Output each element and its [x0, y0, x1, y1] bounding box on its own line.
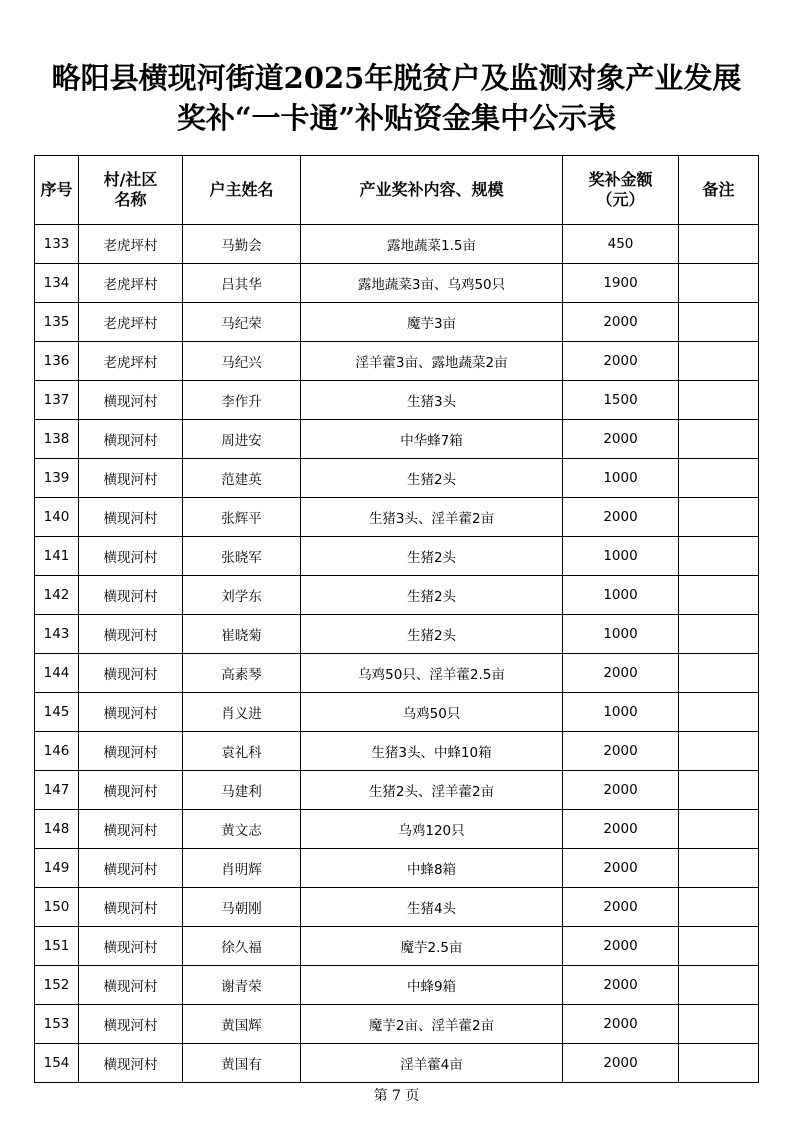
cell-amount: 2000 — [563, 771, 679, 810]
cell-village: 横现河村 — [79, 693, 183, 732]
cell-name: 马纪荣 — [183, 303, 301, 342]
header-amount-line2: （元） — [596, 190, 645, 209]
cell-village: 横现河村 — [79, 459, 183, 498]
cell-village: 横现河村 — [79, 498, 183, 537]
cell-content: 中蜂9箱 — [301, 966, 563, 1005]
header-village-line2: 名称 — [114, 190, 147, 209]
header-seq: 序号 — [35, 156, 79, 225]
header-amount-line1: 奖补金额 — [588, 170, 653, 189]
header-name: 户主姓名 — [183, 156, 301, 225]
cell-seq: 133 — [35, 225, 79, 264]
cell-content: 乌鸡120只 — [301, 810, 563, 849]
cell-name: 马建利 — [183, 771, 301, 810]
cell-content: 魔芋3亩 — [301, 303, 563, 342]
cell-seq: 144 — [35, 654, 79, 693]
cell-name: 张辉平 — [183, 498, 301, 537]
table-row — [35, 927, 759, 966]
table-row — [35, 381, 759, 420]
cell-amount: 1000 — [563, 537, 679, 576]
table-row — [35, 420, 759, 459]
cell-remark — [679, 225, 759, 264]
cell-remark — [679, 342, 759, 381]
cell-village: 横现河村 — [79, 576, 183, 615]
cell-name: 肖明辉 — [183, 849, 301, 888]
cell-remark — [679, 888, 759, 927]
cell-village: 横现河村 — [79, 654, 183, 693]
cell-name: 黄国有 — [183, 1044, 301, 1083]
cell-amount: 1000 — [563, 576, 679, 615]
header-village-line1: 村/社区 — [103, 170, 158, 189]
table-row — [35, 264, 759, 303]
cell-amount: 1000 — [563, 693, 679, 732]
cell-remark — [679, 654, 759, 693]
table-row — [35, 810, 759, 849]
cell-remark — [679, 381, 759, 420]
table-header-row — [35, 156, 759, 225]
cell-content: 露地蔬菜1.5亩 — [301, 225, 563, 264]
cell-name: 肖义进 — [183, 693, 301, 732]
cell-remark — [679, 615, 759, 654]
cell-remark — [679, 966, 759, 1005]
cell-village: 老虎坪村 — [79, 303, 183, 342]
cell-content: 生猪2头 — [301, 459, 563, 498]
cell-village: 横现河村 — [79, 888, 183, 927]
cell-seq: 137 — [35, 381, 79, 420]
cell-content: 生猪3头 — [301, 381, 563, 420]
cell-amount: 2000 — [563, 303, 679, 342]
cell-amount: 2000 — [563, 1005, 679, 1044]
cell-content: 生猪2头、淫羊藿2亩 — [301, 771, 563, 810]
cell-name: 张晓军 — [183, 537, 301, 576]
cell-seq: 153 — [35, 1005, 79, 1044]
cell-amount: 2000 — [563, 966, 679, 1005]
cell-village: 横现河村 — [79, 927, 183, 966]
cell-content: 中蜂8箱 — [301, 849, 563, 888]
table-row — [35, 225, 759, 264]
header-remark: 备注 — [679, 156, 759, 225]
cell-village: 横现河村 — [79, 420, 183, 459]
cell-village: 横现河村 — [79, 849, 183, 888]
cell-seq: 135 — [35, 303, 79, 342]
cell-village: 横现河村 — [79, 966, 183, 1005]
cell-name: 吕其华 — [183, 264, 301, 303]
cell-seq: 139 — [35, 459, 79, 498]
cell-remark — [679, 303, 759, 342]
cell-amount: 2000 — [563, 732, 679, 771]
cell-seq: 150 — [35, 888, 79, 927]
cell-content: 生猪2头 — [301, 615, 563, 654]
cell-content: 露地蔬菜3亩、乌鸡50只 — [301, 264, 563, 303]
cell-village: 横现河村 — [79, 771, 183, 810]
table-row — [35, 849, 759, 888]
cell-village: 横现河村 — [79, 810, 183, 849]
cell-content: 生猪4头 — [301, 888, 563, 927]
cell-name: 范建英 — [183, 459, 301, 498]
cell-village: 老虎坪村 — [79, 225, 183, 264]
header-content: 产业奖补内容、规模 — [301, 156, 563, 225]
table-row — [35, 537, 759, 576]
cell-remark — [679, 537, 759, 576]
cell-remark — [679, 927, 759, 966]
cell-seq: 140 — [35, 498, 79, 537]
cell-name: 徐久福 — [183, 927, 301, 966]
cell-content: 魔芋2.5亩 — [301, 927, 563, 966]
cell-village: 老虎坪村 — [79, 264, 183, 303]
header-village — [79, 156, 183, 225]
page-number: 第 7 页 — [373, 1088, 420, 1104]
cell-amount: 1900 — [563, 264, 679, 303]
cell-seq: 147 — [35, 771, 79, 810]
cell-remark — [679, 1005, 759, 1044]
cell-seq: 151 — [35, 927, 79, 966]
subsidy-table — [34, 155, 759, 1083]
table-row — [35, 576, 759, 615]
cell-amount: 2000 — [563, 498, 679, 537]
table-row — [35, 654, 759, 693]
cell-name: 马纪兴 — [183, 342, 301, 381]
cell-seq: 138 — [35, 420, 79, 459]
cell-name: 崔晓菊 — [183, 615, 301, 654]
cell-remark — [679, 576, 759, 615]
table-row — [35, 342, 759, 381]
cell-name: 周进安 — [183, 420, 301, 459]
cell-content: 淫羊藿3亩、露地蔬菜2亩 — [301, 342, 563, 381]
table-row — [35, 498, 759, 537]
cell-name: 刘学东 — [183, 576, 301, 615]
table-row — [35, 1005, 759, 1044]
cell-seq: 134 — [35, 264, 79, 303]
cell-amount: 2000 — [563, 654, 679, 693]
table-row — [35, 459, 759, 498]
cell-remark — [679, 459, 759, 498]
cell-village: 横现河村 — [79, 537, 183, 576]
table-row — [35, 966, 759, 1005]
cell-content: 生猪2头 — [301, 576, 563, 615]
cell-name: 李作升 — [183, 381, 301, 420]
cell-remark — [679, 849, 759, 888]
cell-seq: 141 — [35, 537, 79, 576]
cell-content: 乌鸡50只 — [301, 693, 563, 732]
cell-name: 高素琴 — [183, 654, 301, 693]
cell-amount: 1000 — [563, 615, 679, 654]
cell-amount: 2000 — [563, 810, 679, 849]
table-row — [35, 732, 759, 771]
cell-village: 横现河村 — [79, 1005, 183, 1044]
cell-village: 横现河村 — [79, 615, 183, 654]
cell-village: 老虎坪村 — [79, 342, 183, 381]
cell-remark — [679, 1044, 759, 1083]
table-row — [35, 771, 759, 810]
table-row — [35, 303, 759, 342]
cell-seq: 149 — [35, 849, 79, 888]
table-row — [35, 615, 759, 654]
cell-seq: 146 — [35, 732, 79, 771]
cell-remark — [679, 810, 759, 849]
cell-name: 谢青荣 — [183, 966, 301, 1005]
cell-content: 淫羊藿4亩 — [301, 1044, 563, 1083]
cell-amount: 450 — [563, 225, 679, 264]
cell-amount: 2000 — [563, 342, 679, 381]
cell-amount: 2000 — [563, 420, 679, 459]
cell-seq: 142 — [35, 576, 79, 615]
cell-content: 中华蜂7箱 — [301, 420, 563, 459]
cell-amount: 2000 — [563, 849, 679, 888]
cell-village: 横现河村 — [79, 732, 183, 771]
cell-content: 乌鸡50只、淫羊藿2.5亩 — [301, 654, 563, 693]
table-row — [35, 888, 759, 927]
cell-remark — [679, 420, 759, 459]
cell-remark — [679, 693, 759, 732]
cell-name: 黄国辉 — [183, 1005, 301, 1044]
table-row — [35, 693, 759, 732]
cell-village: 横现河村 — [79, 1044, 183, 1083]
cell-seq: 136 — [35, 342, 79, 381]
cell-seq: 152 — [35, 966, 79, 1005]
document-title-line2: 奖补“一卡通”补贴资金集中公示表 — [176, 101, 617, 135]
cell-name: 袁礼科 — [183, 732, 301, 771]
cell-amount: 1500 — [563, 381, 679, 420]
cell-content: 生猪2头 — [301, 537, 563, 576]
cell-village: 横现河村 — [79, 381, 183, 420]
header-amount — [563, 156, 679, 225]
cell-amount: 2000 — [563, 888, 679, 927]
cell-name: 黄文志 — [183, 810, 301, 849]
cell-name: 马勤会 — [183, 225, 301, 264]
cell-content: 生猪3头、淫羊藿2亩 — [301, 498, 563, 537]
cell-seq: 154 — [35, 1044, 79, 1083]
cell-name: 马朝刚 — [183, 888, 301, 927]
cell-seq: 143 — [35, 615, 79, 654]
table-body — [35, 225, 759, 1083]
cell-content: 生猪3头、中蜂10箱 — [301, 732, 563, 771]
cell-remark — [679, 498, 759, 537]
cell-amount: 2000 — [563, 1044, 679, 1083]
cell-seq: 145 — [35, 693, 79, 732]
cell-seq: 148 — [35, 810, 79, 849]
cell-remark — [679, 732, 759, 771]
cell-content: 魔芋2亩、淫羊藿2亩 — [301, 1005, 563, 1044]
cell-amount: 1000 — [563, 459, 679, 498]
cell-remark — [679, 771, 759, 810]
cell-amount: 2000 — [563, 927, 679, 966]
document-title-line1: 略阳县横现河街道2025年脱贫户及监测对象产业发展 — [51, 61, 742, 95]
table-row — [35, 1044, 759, 1083]
cell-remark — [679, 264, 759, 303]
